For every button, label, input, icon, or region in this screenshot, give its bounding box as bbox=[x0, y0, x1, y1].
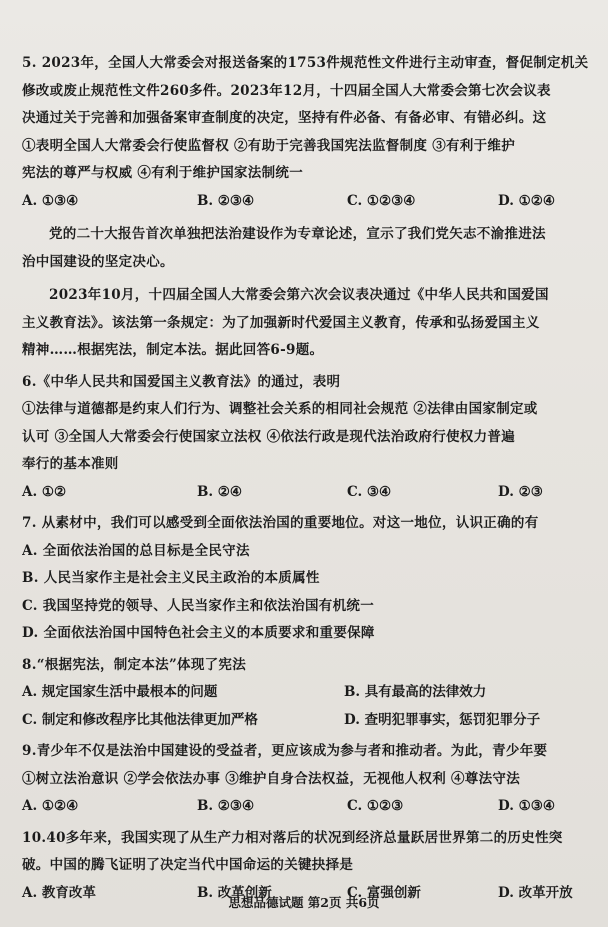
q9-items: ①树立法治意识 ②学会依法办事 ③维护自身合法权益，无视他人权利 ④尊法守法 bbox=[22, 770, 520, 787]
q8-option-a: A. 规定国家生活中最根本的问题 bbox=[22, 684, 218, 700]
q5-line-2: 修改或废止规范性文件260多件。2023年12月，十四届全国人大常委会第七次会议表 bbox=[22, 82, 551, 99]
q8-options-row-2 bbox=[22, 707, 588, 735]
q9-option-c: C. ①②③ bbox=[347, 798, 404, 814]
q10-option-a: A. 教育改革 bbox=[22, 884, 96, 901]
q8-option-b: B. 具有最高的法律效力 bbox=[344, 684, 487, 700]
q6-line-2: ①法律与道德都是约束人们行为、调整社会关系的相同社会规范 ②法律由国家制定或 bbox=[22, 401, 538, 417]
passage-p2-line-1: 2023年10月，十四届全国人大常委会第六次会议表决通过《中华人民共和国爱国 bbox=[49, 287, 549, 303]
q5-options bbox=[22, 188, 588, 216]
q7-option-a: A. 全面依法治国的总目标是全民守法 bbox=[22, 542, 250, 559]
q5-option-d: D. ①②④ bbox=[498, 192, 555, 209]
q8-option-d: D. 查明犯罪事实，惩罚犯罪分子 bbox=[344, 711, 541, 728]
passage-p2-line-3: 精神……根据宪法，制定本法。据此回答6-9题。 bbox=[22, 342, 324, 358]
q5-option-b: B. ②③④ bbox=[197, 192, 255, 209]
page-content bbox=[22, 50, 588, 907]
q10-line-2: 破。中国的腾飞证明了决定当代中国命运的关键抉择是 bbox=[22, 857, 354, 873]
q9-stem: 9.青少年不仅是法治中国建设的受益者，更应该成为参与者和推动者。为此，青少年要 bbox=[22, 743, 548, 759]
passage-p1-line-2: 治中国建设的坚定决心。 bbox=[22, 253, 174, 270]
passage-p2-line-2: 主义教育法》。该法第一条规定：为了加强新时代爱国主义教育，传承和弘扬爱国主义 bbox=[22, 314, 540, 331]
q7-option-d: D. 全面依法治国中国特色社会主义的本质要求和重要保障 bbox=[22, 625, 375, 641]
question-5 bbox=[22, 50, 588, 215]
q10-option-d: D. 改革开放 bbox=[498, 884, 573, 901]
q8-stem: 8.“根据宪法，制定本法”体现了宪法 bbox=[22, 656, 247, 673]
q10-option-c: C. 富强创新 bbox=[347, 884, 421, 901]
passage-p1-line-1: 党的二十大报告首次单独把法治建设作为专章论述，宣示了我们党矢志不渝推进法 bbox=[49, 226, 546, 242]
page-footer: 思想品德试题 第2页 共6页 bbox=[228, 895, 380, 910]
q10-option-b: B. 改革创新 bbox=[197, 884, 272, 901]
q8-options-row-1 bbox=[22, 679, 588, 707]
q9-option-a: A. ①②④ bbox=[22, 798, 79, 814]
question-9 bbox=[22, 738, 588, 821]
reading-passage bbox=[22, 221, 588, 365]
q6-line-4: 奉行的基本准则 bbox=[22, 456, 119, 472]
q6-line-1: 6.《中华人民共和国爱国主义教育法》的通过，表明 bbox=[22, 373, 341, 390]
q6-options bbox=[22, 479, 588, 507]
q5-line-5: 宪法的尊严与权威 ④有利于维护国家法制统一 bbox=[22, 165, 303, 181]
q9-option-b: B. ②③④ bbox=[197, 798, 255, 814]
q5-line-1: 5. 2023年，全国人大常委会对报送备案的1753件规范性文件进行主动审查，督促制定机关 bbox=[22, 55, 588, 71]
q7-stem: 7. 从素材中，我们可以感受到全面依法治国的重要地位。对这一地位，认识正确的有 bbox=[22, 515, 539, 531]
q9-options bbox=[22, 793, 588, 821]
question-6 bbox=[22, 369, 588, 507]
q6-option-b: B. ②④ bbox=[197, 483, 243, 500]
question-7 bbox=[22, 510, 588, 648]
q10-line-1: 10.40多年来，我国实现了从生产力相对落后的状况到经济总量跃居世界第二的历史性突 bbox=[22, 829, 563, 846]
q7-option-b: B. 人民当家作主是社会主义民主政治的本质属性 bbox=[22, 570, 320, 586]
q6-line-3: 认可 ③全国人大常委会行使国家立法权 ④依法行政是现代法治政府行使权力普遍 bbox=[22, 428, 515, 445]
q6-option-c: C. ③④ bbox=[347, 483, 392, 500]
q6-option-d: D. ②③ bbox=[498, 483, 543, 500]
q8-option-c: C. 制定和修改程序比其他法律更加严格 bbox=[22, 711, 258, 728]
q6-option-a: A. ①② bbox=[22, 483, 67, 500]
q5-option-a: A. ①③④ bbox=[22, 192, 79, 209]
q5-line-4: ①表明全国人大常委会行使监督权 ②有助于完善我国宪法监督制度 ③有利于维护 bbox=[22, 137, 515, 154]
q7-option-c: C. 我国坚持党的领导、人民当家作主和依法治国有机统一 bbox=[22, 597, 375, 614]
question-8 bbox=[22, 652, 588, 735]
q9-option-d: D. ①③④ bbox=[498, 798, 555, 814]
q5-line-3: 决通过关于完善和加强备案审查制度的决定，坚持有件必备、有备必审、有错必纠。这 bbox=[22, 110, 547, 126]
q5-option-c: C. ①②③④ bbox=[347, 192, 416, 209]
